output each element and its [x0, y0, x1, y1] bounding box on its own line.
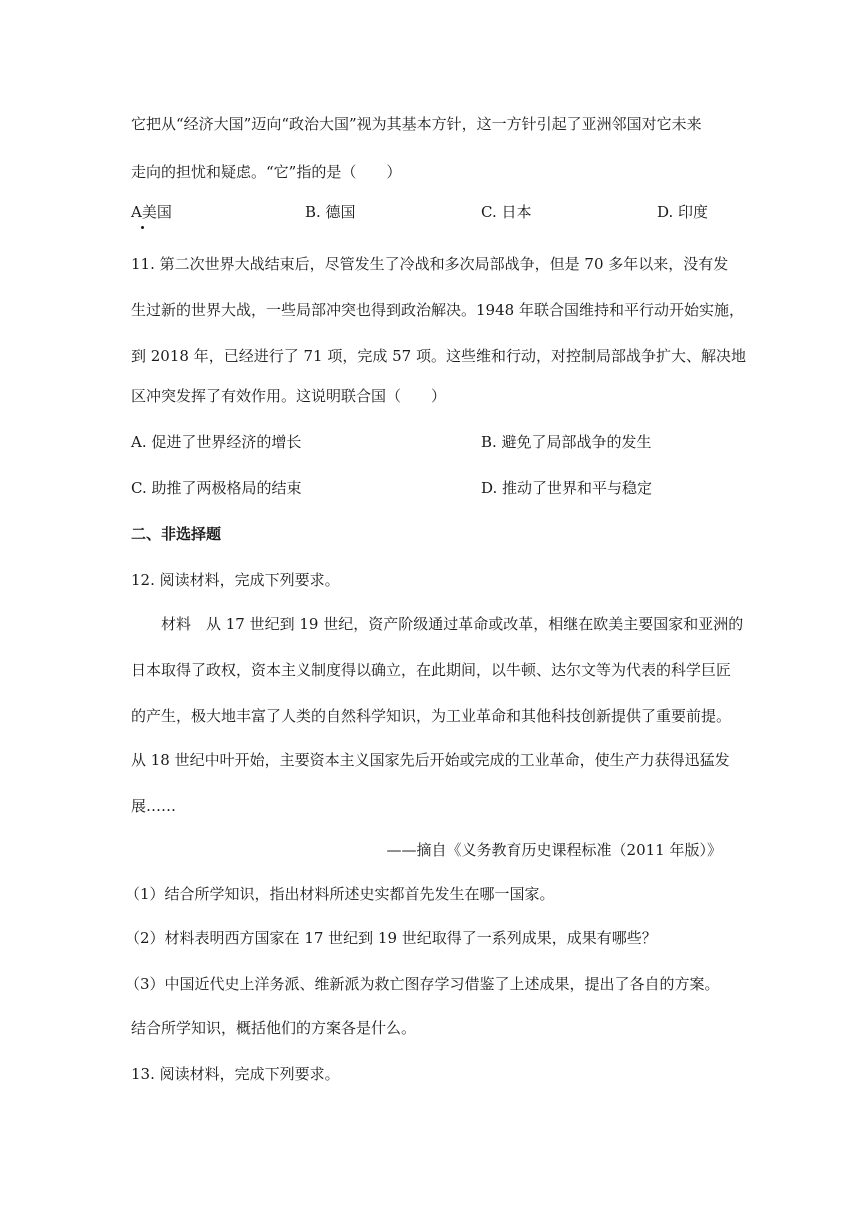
q12-material-line-3: 的产生，极大地丰富了人类的自然科学知识，为工业革命和其他科技创新提供了重要前提。	[131, 707, 732, 725]
q12-material-line-2: 日本取得了政权，资本主义制度得以确立，在此期间，以牛顿、达尔文等为代表的科学巨匠	[131, 661, 732, 679]
q11-stem-line-2: 生过新的世界大战，一些局部冲突也得到政治解决。1948 年联合国维持和平行动开始实施，	[131, 301, 744, 319]
q12-material-line-1: 材料 从 17 世纪到 19 世纪，资产阶级通过革命或改革，相继在欧美主要国家和亚洲的	[161, 615, 744, 633]
q11-option-c: C. 助推了两极格局的结束	[131, 479, 302, 497]
section-2-heading: 二、非选择题	[131, 525, 222, 543]
q10-option-d: D. 印度	[657, 203, 709, 221]
q12-source: ——摘自《义务教育历史课程标准（2011 年版）》	[386, 841, 722, 859]
q11-stem-line-4: 区冲突发挥了有效作用。这说明联合国（ ）	[131, 387, 447, 405]
q11-option-d: D. 推动了世界和平与稳定	[481, 479, 653, 497]
q11-option-b: B. 避免了局部战争的发生	[481, 433, 652, 451]
q10-option-c: C. 日本	[481, 203, 532, 221]
q11-stem-line-1: 11. 第二次世界大战结束后，尽管发生了冷战和多次局部战争，但是 70 多年以来，没有发	[131, 255, 729, 273]
q12-subquestion-2: （2）材料表明西方国家在 17 世纪到 19 世纪取得了一系列成果，成果有哪些？	[125, 929, 657, 947]
q10-stem-line-2: 走向的担忧和疑虑。“它”指的是（ ）	[131, 163, 402, 181]
q12-subquestion-3-cont: 结合所学知识，概括他们的方案各是什么。	[131, 1019, 417, 1037]
q10-option-a: A美国	[131, 203, 172, 221]
q10-option-b: B. 德国	[305, 203, 356, 221]
q13-stem: 13. 阅读材料，完成下列要求。	[131, 1065, 340, 1083]
q12-subquestion-3: （3）中国近代史上洋务派、维新派为救亡图存学习借鉴了上述成果，提出了各自的方案。	[125, 975, 720, 993]
q10-stem-line-1: 它把从“经济大国”迈向“政治大国”视为其基本方针，这一方针引起了亚洲邻国对它未来	[131, 115, 702, 133]
q12-subquestion-1: （1）结合所学知识，指出材料所述史实都首先发生在哪一国家。	[125, 885, 555, 903]
q12-stem: 12. 阅读材料，完成下列要求。	[131, 571, 340, 589]
q11-stem-line-3: 到 2018 年，已经进行了 71 项，完成 57 项。这些维和行动，对控制局部战争扩大、解决地	[131, 347, 746, 365]
q12-material-line-5: 展……	[131, 797, 177, 815]
q12-material-line-4: 从 18 世纪中叶开始，主要资本主义国家先后开始或完成的工业革命，使生产力获得迅猛发	[131, 751, 730, 769]
emphasis-dot	[141, 226, 144, 229]
q11-option-a: A. 促进了世界经济的增长	[131, 433, 302, 451]
